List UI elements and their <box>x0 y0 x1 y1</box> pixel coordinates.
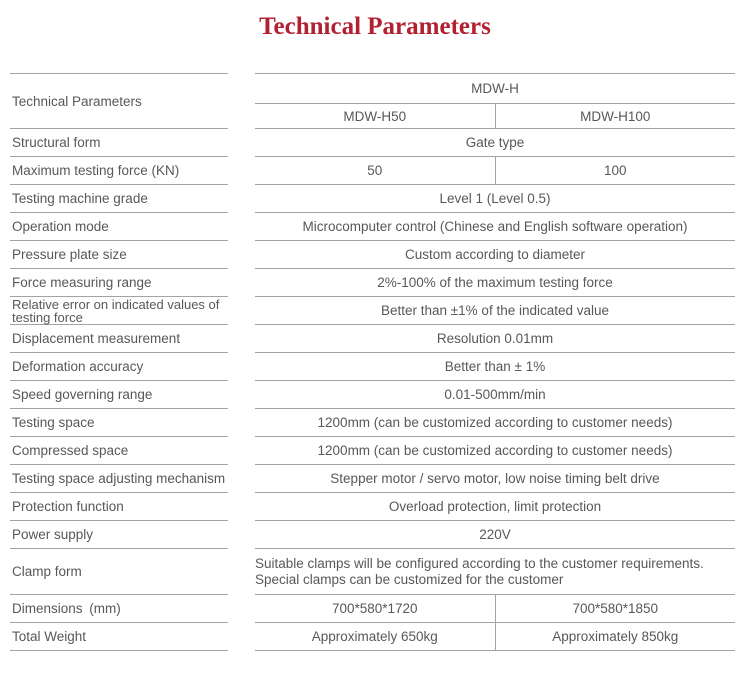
value-cell: Custom according to diameter <box>404 247 586 262</box>
value-cell: Microcomputer control (Chinese and English software operation) <box>302 219 688 234</box>
model-cell-mdw-h100: MDW-H100 <box>495 104 736 128</box>
row-label-speed-governing-range: Speed governing range <box>10 381 228 409</box>
value-row-force-measuring-range <box>255 269 735 297</box>
value-cell: 2%-100% of the maximum testing force <box>377 275 613 290</box>
value-cell-left: 700*580*1720 <box>331 601 418 616</box>
header-row-models <box>255 104 735 129</box>
value-row-testing-machine-grade <box>255 185 735 213</box>
value-cell-left: 50 <box>367 163 383 178</box>
row-label-testing-space-adjusting-mechanism: Testing space adjusting mechanism <box>10 465 228 493</box>
row-label-protection-function: Protection function <box>10 493 228 521</box>
row-label-pressure-plate-size: Pressure plate size <box>10 241 228 269</box>
value-row-testing-space <box>255 409 735 437</box>
value-row-dimensions <box>255 595 735 623</box>
row-label-relative-error: Relative error on indicated values of testing force <box>10 297 228 325</box>
value-cell-right: 100 <box>495 157 736 184</box>
value-row-operation-mode <box>255 213 735 241</box>
model-group-cell: MDW-H <box>471 81 519 96</box>
row-label-structural-form: Structural form <box>10 129 228 157</box>
value-cell: Level 1 (Level 0.5) <box>439 191 551 206</box>
row-label-compressed-space: Compressed space <box>10 437 228 465</box>
row-label-testing-machine-grade: Testing machine grade <box>10 185 228 213</box>
value-row-testing-space-adjusting-mechanism <box>255 465 735 493</box>
value-cell: 1200mm (can be customized according to customer needs) <box>317 443 673 458</box>
model-cell-mdw-h50: MDW-H50 <box>343 108 407 124</box>
row-label-force-measuring-range: Force measuring range <box>10 269 228 297</box>
value-row-compressed-space <box>255 437 735 465</box>
corner-label: Technical Parameters <box>10 74 228 129</box>
value-cell: 0.01-500mm/min <box>444 387 546 402</box>
row-label-total-weight: Total Weight <box>10 623 228 651</box>
value-row-speed-governing-range <box>255 381 735 409</box>
value-cell: Suitable clamps will be configured according to the customer requirements. Special clamps can be customized for the customer <box>255 555 704 587</box>
value-row-total-weight <box>255 623 735 651</box>
value-row-structural-form <box>255 129 735 157</box>
header-row-model-group <box>255 74 735 104</box>
value-cell: Better than ± 1% <box>444 359 546 374</box>
value-cell: Stepper motor / servo motor, low noise timing belt drive <box>330 471 660 486</box>
row-label-testing-space: Testing space <box>10 409 228 437</box>
parameter-label-column <box>10 73 228 651</box>
page-title: Technical Parameters <box>259 13 491 40</box>
value-cell: Gate type <box>465 135 525 150</box>
value-row-displacement-measurement <box>255 325 735 353</box>
value-cell: Better than ±1% of the indicated value <box>380 303 610 318</box>
value-row-clamp-form <box>255 549 735 595</box>
value-row-protection-function <box>255 493 735 521</box>
row-label-dimensions: Dimensions (mm) <box>10 595 228 623</box>
row-label-power-supply: Power supply <box>10 521 228 549</box>
row-label-operation-mode: Operation mode <box>10 213 228 241</box>
value-cell: 220V <box>479 527 511 542</box>
row-label-clamp-form: Clamp form <box>10 549 228 595</box>
value-cell: Overload protection, limit protection <box>388 499 602 514</box>
value-row-pressure-plate-size <box>255 241 735 269</box>
row-label-displacement-measurement: Displacement measurement <box>10 325 228 353</box>
row-label-maximum-testing-force: Maximum testing force (KN) <box>10 157 228 185</box>
value-row-maximum-testing-force <box>255 157 735 185</box>
value-row-relative-error <box>255 297 735 325</box>
value-cell: Resolution 0.01mm <box>436 331 554 346</box>
value-cell-right: 700*580*1850 <box>495 595 736 622</box>
value-cell-left: Approximately 650kg <box>311 629 438 644</box>
value-row-deformation-accuracy <box>255 353 735 381</box>
value-row-power-supply <box>255 521 735 549</box>
value-cell: 1200mm (can be customized according to customer needs) <box>317 415 673 430</box>
row-label-deformation-accuracy: Deformation accuracy <box>10 353 228 381</box>
parameter-value-table <box>255 73 735 651</box>
value-cell-right: Approximately 850kg <box>495 623 736 650</box>
